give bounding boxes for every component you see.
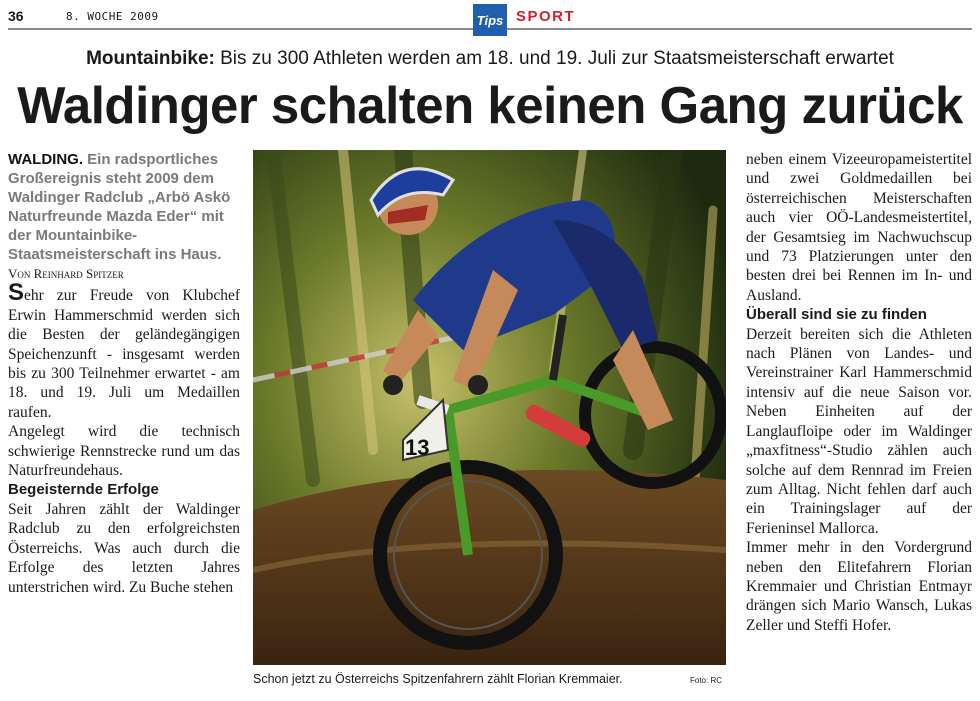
paragraph-6: Immer mehr in den Vordergrund neben den Elitefahrern Florian Kremmaier und Christian Entmayr drängen sich Mario Wansch, Lukas Zeller und Steffi Hofer. bbox=[746, 539, 972, 634]
issue-date: 8. WOCHE 2009 bbox=[66, 10, 159, 23]
byline: Von Reinhard Spitzer bbox=[8, 266, 124, 281]
lead-paragraph bbox=[8, 150, 240, 264]
column-right bbox=[746, 150, 972, 635]
subhead-ueberall: Überall sind sie zu finden bbox=[746, 306, 927, 324]
photo-caption: Schon jetzt zu Österreichs Spitzenfahrern zählt Florian Kremmaier. bbox=[253, 672, 623, 686]
lead-text: Ein radsportliches Großereignis steht 2009 dem Waldinger Radclub „Arbö Askö Naturfreunde Mazda Eder“ mit der Mountainbike-Staatsmeisterschaft ins Haus. bbox=[8, 151, 231, 263]
page-number: 36 bbox=[8, 8, 24, 24]
drop-cap: S bbox=[8, 279, 25, 307]
section-label: SPORT bbox=[516, 8, 576, 25]
kicker bbox=[0, 48, 980, 70]
paragraph-2: Angelegt wird die technisch schwierige Rennstrecke rund um das Naturfreundehaus. bbox=[8, 423, 240, 480]
column-left bbox=[8, 150, 240, 597]
kicker-text: Bis zu 300 Athleten werden am 18. und 19. Juli zur Staatsmeisterschaft erwartet bbox=[214, 48, 894, 69]
subhead-erfolge: Begeisternde Erfolge bbox=[8, 481, 159, 499]
race-photo bbox=[253, 150, 726, 665]
paragraph-4: neben einem Vizeeuropameistertitel und zwei Goldmedaillen bei österreichischen Meisterschaften auch vier OÖ-Landesmeistertitel, der Gesamtsieg im Nachwuchscup und 73 Platzierungen unter den besten drei bei Rennen im In- und Ausland. bbox=[746, 151, 972, 304]
tips-logo: Tips bbox=[473, 4, 507, 36]
paragraph-3: Seit Jahren zählt der Waldinger Radclub zu den erfolgreichsten Österreichs. Was auch durch die Erfolge des letzten Jahres unterstrichen wird. Zu Buche stehen bbox=[8, 500, 240, 596]
mountainbike-rider-illustration bbox=[253, 150, 726, 665]
paragraph-5: Derzeit bereiten sich die Athleten nach Plänen von Landes- und Vereinstrainer Karl Hammerschmid intensiv auf die neue Saison vor. Neben Einheiten auf der Langlaufloipe oder im Waldinger „maxfitness“-Studio zählen auch solche auf dem Rennrad im Freien zum Alltag. Nicht fehlen darf auch ein Trainingslager auf der Ferieninsel Mallorca. bbox=[746, 325, 972, 537]
headline: Waldinger schalten keinen Gang zurück bbox=[17, 77, 963, 135]
kicker-topic: Mountainbike: bbox=[86, 48, 215, 69]
dateline: WALDING. bbox=[8, 151, 83, 168]
photo-credit: Foto: RC bbox=[690, 676, 723, 685]
race-number-plate: 13 bbox=[405, 435, 430, 460]
paragraph-1 bbox=[8, 279, 240, 422]
paragraph-1-text: ehr zur Freude von Klubchef Erwin Hammerschmid werden sich die Besten der geländegängigen Speichenzunft - insgesamt werden bis zu 300 Teilnehmer erwartet - am 18. und 19. Juli um Medaillen raufen. bbox=[8, 287, 240, 421]
page-header bbox=[8, 6, 972, 30]
